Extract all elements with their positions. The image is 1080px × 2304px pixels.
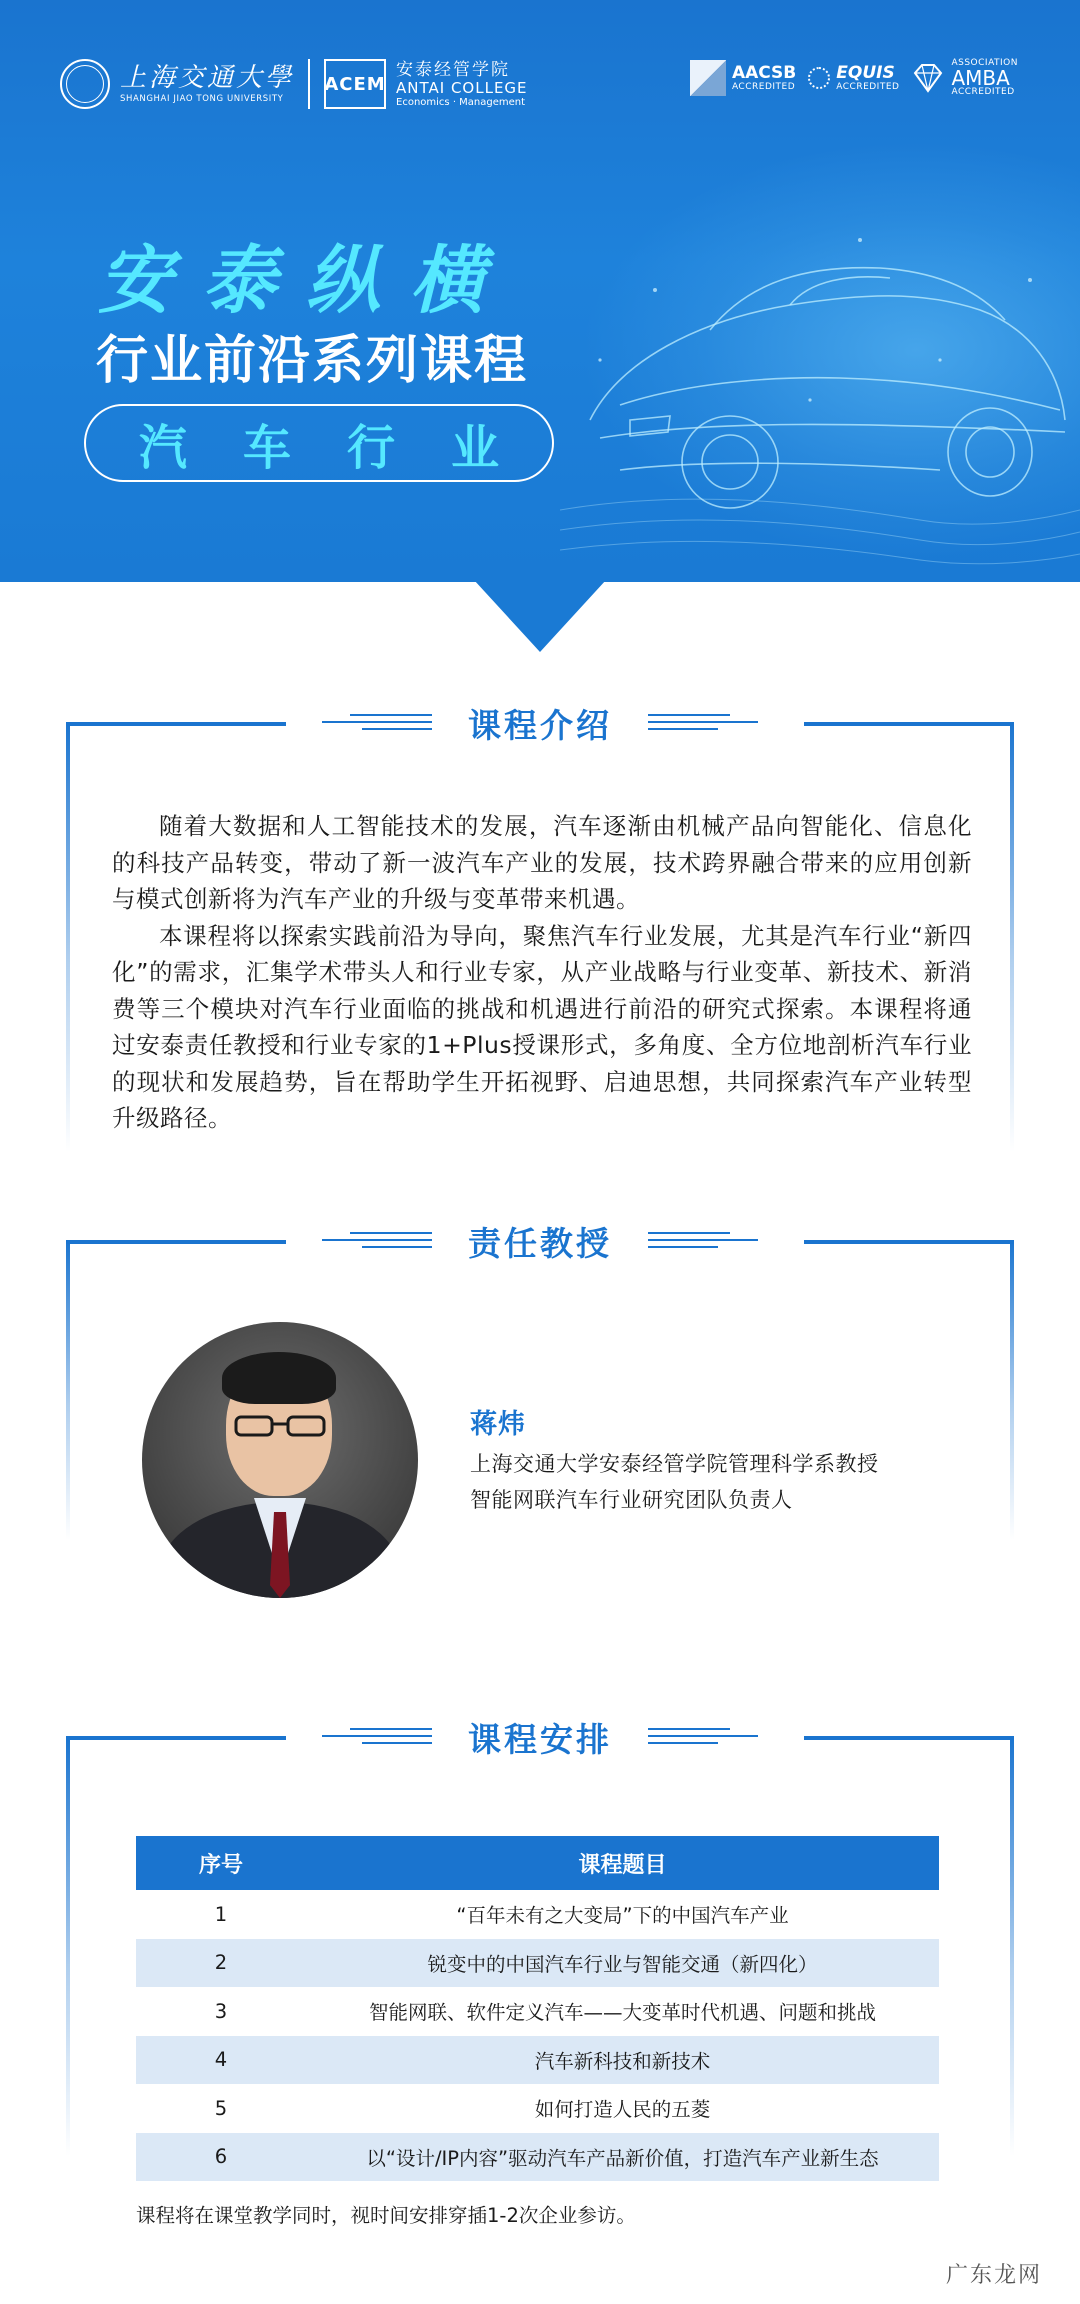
table-header-row bbox=[136, 1836, 939, 1890]
amba-badge: ASSOCIATION AMBA ACCREDITED bbox=[911, 58, 1018, 98]
aacsb-badge: AACSB ACCREDITED bbox=[690, 60, 796, 96]
professor-title-1: 上海交通大学安泰经管学院管理科学系教授 bbox=[470, 1452, 879, 1476]
schedule-note: 课程将在课堂教学同时，视时间安排穿插1-2次企业参访。 bbox=[136, 2204, 636, 2227]
table-row bbox=[136, 1939, 939, 1988]
banner-title-sub: 行业前沿系列课程 bbox=[96, 331, 529, 391]
intro-text bbox=[112, 808, 972, 1137]
banner-title-main: 安泰纵横 bbox=[98, 238, 514, 324]
row-topic: 智能网联、软件定义汽车——大变革时代机遇、问题和挑战 bbox=[368, 2001, 876, 2025]
intro-paragraph-1: 随着大数据和人工智能技术的发展，汽车逐渐由机械产品向智能化、信息化的科技产品转变，带动了新一波汽车产业的发展，技术跨界融合带来的应用创新与模式创新将为汽车产业的升级与变革带来机遇。 bbox=[112, 812, 972, 913]
header-banner bbox=[0, 0, 1080, 582]
antai-subtitle: Economics · Management bbox=[396, 96, 526, 108]
sjtu-name-cn: 上海交通大學 bbox=[120, 63, 295, 93]
industry-label: 汽车行业 bbox=[138, 419, 555, 476]
car-wireframe-illustration bbox=[560, 170, 1080, 570]
row-number: 6 bbox=[136, 2133, 306, 2182]
acem-logo: ACEM bbox=[324, 59, 386, 109]
aacsb-icon bbox=[690, 60, 726, 96]
table-row bbox=[136, 2133, 939, 2182]
amba-diamond-icon bbox=[911, 61, 945, 95]
section-title-schedule: 课程安排 bbox=[468, 1720, 612, 1759]
row-topic: “百年未有之大变局”下的中国汽车产业 bbox=[456, 1904, 789, 1928]
equis-ring-icon bbox=[808, 67, 830, 89]
table-row bbox=[136, 2036, 939, 2085]
section-title-professor: 责任教授 bbox=[468, 1224, 612, 1263]
industry-pill bbox=[84, 404, 554, 482]
antai-name-en: ANTAI COLLEGE bbox=[396, 78, 528, 97]
professor-name: 蒋炜 bbox=[470, 1409, 526, 1440]
site-watermark: 广东龙网 bbox=[945, 2263, 1042, 2288]
column-header-no: 序号 bbox=[136, 1836, 306, 1890]
row-number: 5 bbox=[214, 2096, 228, 2120]
intro-paragraph-2: 本课程将以探索实践前沿为导向，聚焦汽车行业发展，尤其是汽车行业“新四化”的需求，汇集学术带头人和行业专家，从产业战略与行业变革、新技术、新消费等三个模块对汽车行业面临的挑战和机遇进行前沿的研究式探索。本课程将通过安泰责任教授和行业专家的1+Plus授课形式，多角度、全方位地剖析汽车行业的现状和发展趋势，旨在帮助学生开拓视野、启迪思想，共同探索汽车产业转型升级路径。 bbox=[112, 921, 972, 1132]
column-header-topic: 课程题目 bbox=[306, 1836, 939, 1890]
table-row bbox=[136, 1890, 939, 1939]
professor-photo bbox=[142, 1322, 418, 1598]
row-number: 1 bbox=[214, 1902, 228, 1926]
row-topic: 以“设计/IP内容”驱动汽车产品新价值，打造汽车产业新生态 bbox=[306, 2133, 939, 2182]
table-row bbox=[136, 1987, 939, 2036]
row-number: 4 bbox=[136, 2036, 306, 2085]
sjtu-seal-logo bbox=[60, 59, 110, 109]
logo-divider bbox=[308, 59, 310, 109]
school-logos bbox=[60, 56, 528, 112]
sjtu-name-en: SHANGHAI JIAO TONG UNIVERSITY bbox=[120, 94, 284, 104]
antai-name-cn: 安泰经管学院 bbox=[396, 59, 511, 80]
professor-title-2: 智能网联汽车行业研究团队负责人 bbox=[470, 1488, 793, 1512]
table-row bbox=[136, 2084, 939, 2133]
row-topic: 锐变中的中国汽车行业与智能交通（新四化） bbox=[306, 1939, 939, 1988]
header-arrow-notch bbox=[474, 580, 606, 652]
equis-badge: EQUIS ACCREDITED bbox=[808, 64, 899, 93]
row-topic: 汽车新科技和新技术 bbox=[306, 2036, 939, 2085]
row-number: 3 bbox=[214, 1999, 228, 2023]
row-topic: 如何打造人民的五菱 bbox=[534, 2098, 711, 2122]
schedule-table bbox=[136, 1836, 939, 2181]
row-number: 2 bbox=[136, 1939, 306, 1988]
section-title-intro: 课程介绍 bbox=[468, 706, 612, 745]
accreditation-logos bbox=[690, 58, 1018, 98]
